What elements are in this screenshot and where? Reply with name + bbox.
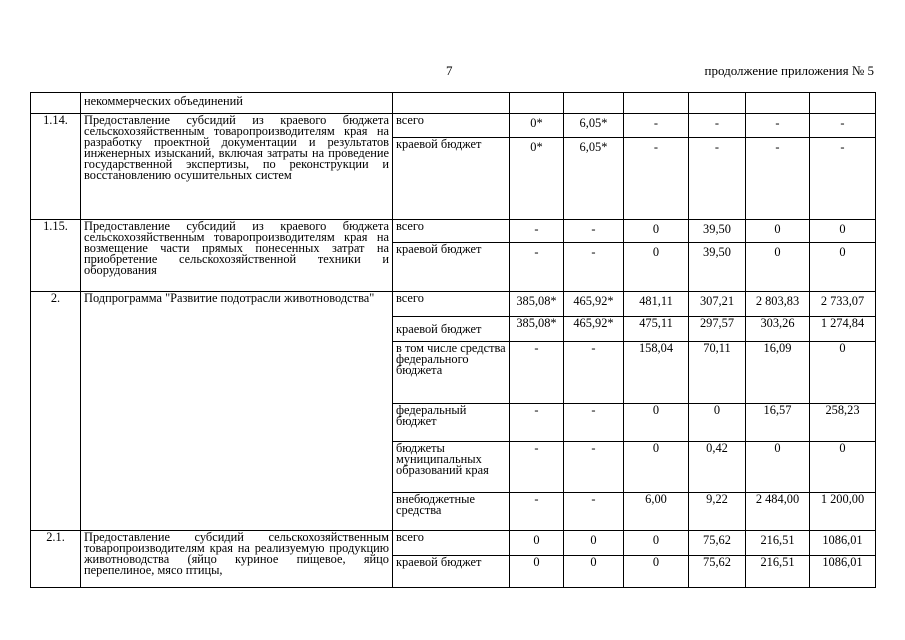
value-cell: 6,05* (564, 138, 624, 220)
value-cell: 216,51 (746, 531, 810, 556)
value-cell: 6,05* (564, 114, 624, 138)
value-cell: 465,92* (564, 317, 624, 342)
value-cell: 465,92* (564, 292, 624, 317)
item-description: Предоставление субсидий из краевого бюджета сельскохозяйственным товаропроизводителям края на разработку проектной документации и результатов инженерных изысканий, включая затраты на проведение государственной экспертизы, по реконструкции и восстановлению осушительных систем (81, 114, 393, 220)
value-cell: - (510, 493, 564, 531)
value-cell: - (810, 138, 876, 220)
item-description: некоммерческих объединений (81, 93, 393, 114)
value-cell: 0 (746, 243, 810, 292)
value-cell: - (689, 114, 746, 138)
funding-source: краевой бюджет (393, 243, 510, 292)
value-cell: 1086,01 (810, 556, 876, 588)
item-description: Подпрограмма "Развитие подотрасли животноводства" (81, 292, 393, 531)
value-cell: - (510, 243, 564, 292)
value-cell: 0* (510, 138, 564, 220)
funding-source: всего (393, 220, 510, 243)
value-cell: 216,51 (746, 556, 810, 588)
funding-source: краевой бюджет (393, 556, 510, 588)
value-cell: - (746, 114, 810, 138)
value-cell: - (510, 442, 564, 493)
value-cell: 39,50 (689, 220, 746, 243)
value-cell: 0 (746, 220, 810, 243)
value-cell: - (810, 114, 876, 138)
value-cell: - (689, 138, 746, 220)
value-cell: 1 274,84 (810, 317, 876, 342)
continuation-note: продолжение приложения № 5 (704, 63, 874, 78)
value-cell: 0 (746, 442, 810, 493)
value-cell: 0 (624, 556, 689, 588)
item-number: 2.1. (31, 531, 81, 588)
value-cell: 0 (564, 531, 624, 556)
value-cell: - (746, 138, 810, 220)
value-cell: 0,42 (689, 442, 746, 493)
table-row (31, 220, 876, 243)
value-cell: 6,00 (624, 493, 689, 531)
item-number: 1.15. (31, 220, 81, 292)
value-cell: 0 (810, 243, 876, 292)
value-cell: 158,04 (624, 342, 689, 404)
value-cell: 2 484,00 (746, 493, 810, 531)
value-cell: - (564, 243, 624, 292)
item-description: Предоставление субсидий из краевого бюджета сельскохозяйственным товаропроизводителям края на возмещение части прямых понесенных затрат на приобретение сельскохозяйственной техники и оборудования (81, 220, 393, 292)
value-cell: 1 200,00 (810, 493, 876, 531)
table-row (31, 114, 876, 138)
value-cell: - (624, 114, 689, 138)
value-cell: 297,57 (689, 317, 746, 342)
value-cell: - (564, 404, 624, 442)
value-cell: - (510, 220, 564, 243)
value-cell: 39,50 (689, 243, 746, 292)
table-row (31, 531, 876, 556)
value-cell: - (564, 442, 624, 493)
table-row (31, 93, 876, 114)
value-cell: - (510, 342, 564, 404)
value-cell: 70,11 (689, 342, 746, 404)
value-cell: 385,08* (510, 292, 564, 317)
value-cell: 0 (810, 342, 876, 404)
value-cell: 75,62 (689, 531, 746, 556)
value-cell: 0 (624, 404, 689, 442)
funding-source: всего (393, 292, 510, 317)
funding-source: в том числе средства федерального бюджета (393, 342, 510, 404)
value-cell: 0 (810, 442, 876, 493)
item-number: 1.14. (31, 114, 81, 220)
page-number: 7 (446, 63, 453, 78)
funding-source: внебюджетные средства (393, 493, 510, 531)
funding-source: всего (393, 114, 510, 138)
value-cell: - (564, 493, 624, 531)
value-cell: 0 (624, 220, 689, 243)
value-cell: 0 (624, 442, 689, 493)
value-cell: 0 (689, 404, 746, 442)
value-cell: 2 733,07 (810, 292, 876, 317)
value-cell: 475,11 (624, 317, 689, 342)
value-cell: 0* (510, 114, 564, 138)
table-row (31, 292, 876, 317)
funding-source: бюджеты муниципальных образований края (393, 442, 510, 493)
value-cell: 0 (624, 243, 689, 292)
budget-table (30, 92, 876, 588)
value-cell: 481,11 (624, 292, 689, 317)
value-cell: 16,09 (746, 342, 810, 404)
value-cell: 0 (624, 531, 689, 556)
funding-source: краевой бюджет (393, 317, 510, 342)
value-cell: 9,22 (689, 493, 746, 531)
item-number: 2. (31, 292, 81, 531)
value-cell: 0 (510, 531, 564, 556)
value-cell: 385,08* (510, 317, 564, 342)
value-cell: 16,57 (746, 404, 810, 442)
value-cell: 0 (564, 556, 624, 588)
funding-source: федеральный бюджет (393, 404, 510, 442)
value-cell: 0 (810, 220, 876, 243)
value-cell: 1086,01 (810, 531, 876, 556)
funding-source: всего (393, 531, 510, 556)
funding-source: краевой бюджет (393, 138, 510, 220)
value-cell: 75,62 (689, 556, 746, 588)
value-cell: 307,21 (689, 292, 746, 317)
value-cell: - (510, 404, 564, 442)
value-cell: 303,26 (746, 317, 810, 342)
value-cell: 2 803,83 (746, 292, 810, 317)
value-cell: 0 (510, 556, 564, 588)
value-cell: - (564, 220, 624, 243)
value-cell: 258,23 (810, 404, 876, 442)
value-cell: - (564, 342, 624, 404)
item-description: Предоставление субсидий сельскохозяйственным товаропроизводителям края на реализуемую продукцию животноводства (яйцо куриное пищевое, яйцо перепелиное, мясо птицы, (81, 531, 393, 588)
value-cell: - (624, 138, 689, 220)
